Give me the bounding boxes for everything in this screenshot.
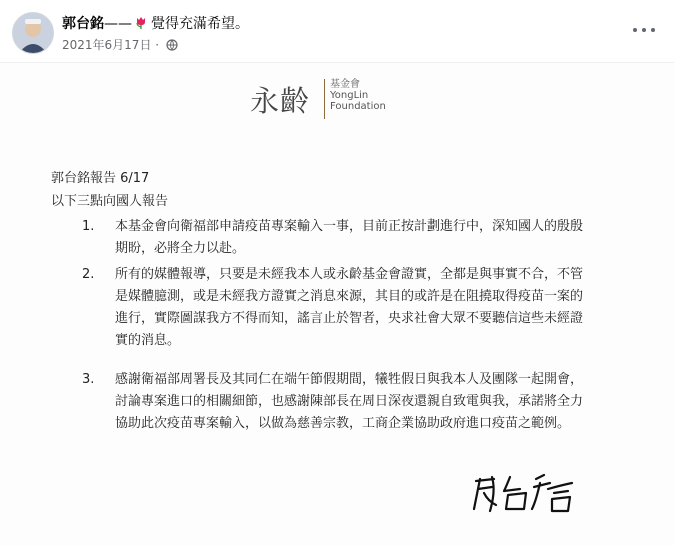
post-image-document[interactable] xyxy=(0,62,674,545)
item-number: 2. xyxy=(82,267,95,282)
author-name[interactable]: 郭台銘 xyxy=(62,16,104,32)
logo-en-line1: YongLin xyxy=(330,90,369,101)
item-line: 感謝衛福部周署長及其同仁在端午節假期間，犧牲假日與我本人及團隊一起開會， xyxy=(115,372,584,387)
report-title: 郭台銘報告 6/17 xyxy=(51,171,150,186)
item-line: 本基金會向衛福部申請疫苗專案輸入一事，目前正按計劃進行中，深知國人的殷殷 xyxy=(115,219,584,234)
post-header xyxy=(0,0,674,62)
logo-sub-cn: 基金會 xyxy=(330,79,360,90)
item-line: 期盼，必將全力以赴。 xyxy=(115,241,246,256)
author-avatar[interactable] xyxy=(12,12,54,54)
logo-text xyxy=(330,79,386,112)
tulip-icon xyxy=(134,16,148,34)
meta-dot: · xyxy=(155,38,160,52)
item-line: 實的消息。 xyxy=(115,333,181,348)
globe-icon xyxy=(166,39,178,54)
handwritten-signature xyxy=(470,471,580,515)
item-line: 討論專案進口的相關細節，也感謝陳部長在周日深夜還親自致電與我，承諾將全力 xyxy=(115,394,584,409)
more-options-icon[interactable] xyxy=(632,18,656,42)
item-line: 是媒體臆測，或是未經我方證實之消息來源，其目的或許是在阻撓取得疫苗一案的 xyxy=(115,289,584,304)
item-number: 1. xyxy=(82,219,95,234)
report-subtitle: 以下三點向國人報告 xyxy=(51,194,169,209)
item-line: 協助此次疫苗專案輸入，以做為慈善宗教，工商企業協助政府進口疫苗之範例。 xyxy=(115,416,571,431)
feeling-text: 覺得充滿希望。 xyxy=(151,16,249,32)
item-line: 所有的媒體報導，只要是未經我本人或永齡基金會證實，全都是與事實不合，不管 xyxy=(115,267,584,282)
feeling-separator: —— xyxy=(104,16,132,32)
item-line: 進行，實際圖謀我方不得而知，謠言止於智者，央求社會大眾不要聽信這些未經證 xyxy=(115,311,584,326)
logo-en-line2: Foundation xyxy=(330,101,386,112)
logo-chinese: 永齡 xyxy=(250,84,311,118)
post-date[interactable]: 2021年6月17日 xyxy=(62,38,152,52)
logo-divider xyxy=(324,79,325,119)
item-number: 3. xyxy=(82,372,95,387)
